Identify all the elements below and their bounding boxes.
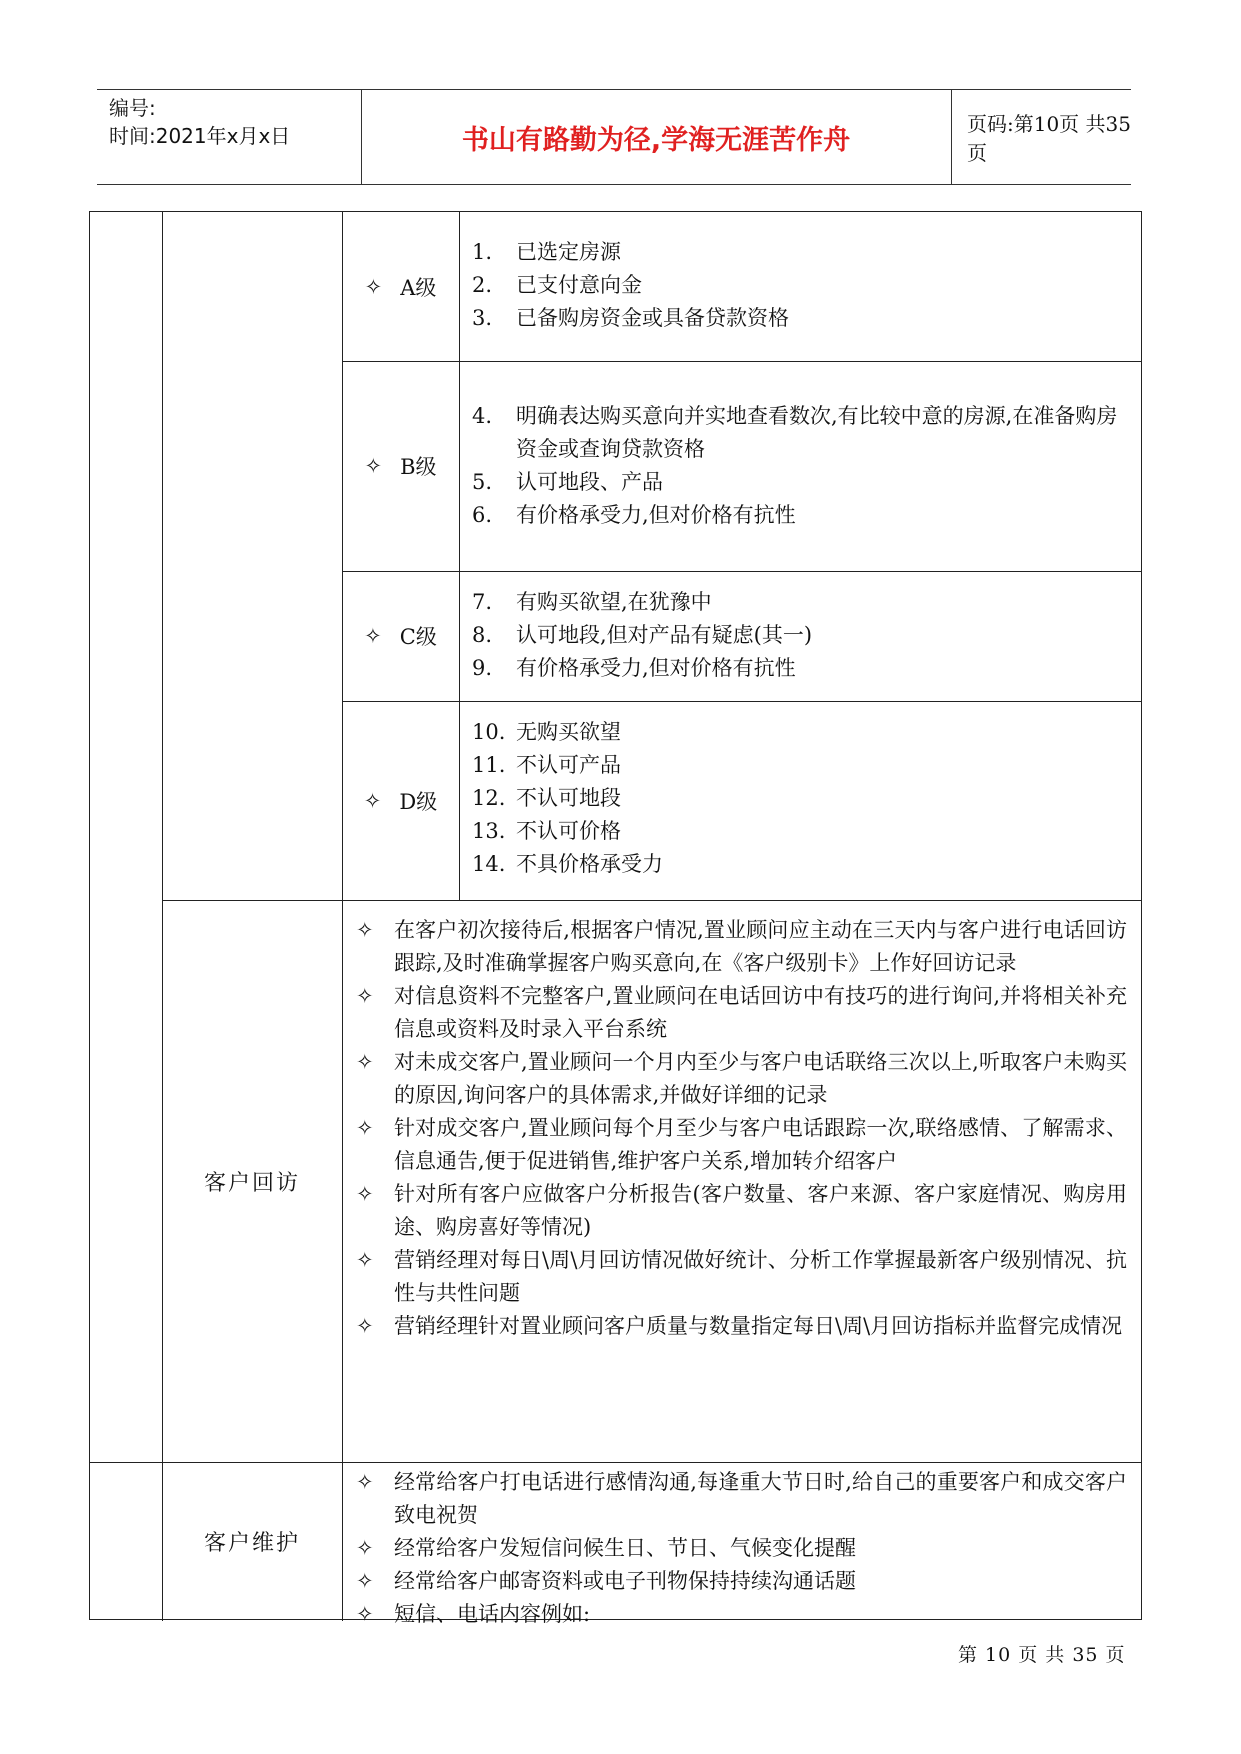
grade-d-label: [342, 701, 459, 900]
list-item: ✧ 经常给客户邮寄资料或电子刊物保持持续沟通话题: [352, 1565, 1127, 1598]
maintenance-label: 客户维护: [203, 1531, 300, 1556]
grade-b-label: [342, 361, 459, 571]
diamond-icon: ✧: [356, 1182, 374, 1206]
page-header: [97, 89, 1131, 185]
list-item: 6. 有价格承受力,但对价格有抗性: [472, 503, 796, 527]
list-item: 14. 不具价格承受力: [472, 852, 663, 876]
list-item: ✧ 经常给客户打电话进行感情沟通,每逢重大节日时,给自己的重要客户和成交客户致电祝贺: [352, 1466, 1127, 1532]
grade-a-criteria: [472, 236, 1127, 335]
list-item: 11. 不认可产品: [472, 753, 621, 777]
diamond-icon: ✧: [364, 454, 383, 478]
list-item: ✧ 短信、电话内容例如:: [352, 1598, 1127, 1631]
grade-c-label: [342, 571, 459, 701]
doc-time-label: 时间:2021年x月x日: [109, 124, 291, 148]
row-divider: [342, 571, 1142, 572]
diamond-icon: ✧: [356, 1569, 374, 1593]
diamond-icon: ✧: [364, 624, 382, 648]
grade-name: C级: [399, 625, 437, 649]
page-footer: 第 10 页 共 35 页: [958, 1644, 1126, 1666]
grade-d-criteria: [472, 716, 1127, 881]
list-item: ✧ 对未成交客户,置业顾问一个月内至少与客户电话联络三次以上,听取客户未购买的原因,询问客户的具体需求,并做好详细的记录: [352, 1046, 1127, 1112]
list-item: 1. 已选定房源: [472, 240, 621, 264]
list-item: 5. 认可地段、产品: [472, 470, 663, 494]
grade-c-criteria: [472, 586, 1127, 685]
list-item: 3. 已备购房资金或具备贷款资格: [472, 306, 789, 330]
col-divider: [459, 212, 460, 900]
diamond-icon: ✧: [356, 1116, 374, 1140]
list-item: ✧ 对信息资料不完整客户,置业顾问在电话回访中有技巧的进行询问,并将相关补充信息或资料及时录入平台系统: [352, 980, 1127, 1046]
doc-number-label: 编号:: [109, 96, 156, 120]
list-item: ✧ 营销经理对每日\周\月回访情况做好统计、分析工作掌握最新客户级别情况、抗性与共性问题: [352, 1244, 1127, 1310]
list-item: 10. 无购买欲望: [472, 720, 621, 744]
grade-a-label: [342, 212, 459, 361]
grade-b-criteria: [472, 400, 1130, 532]
diamond-icon: ✧: [356, 918, 374, 942]
diamond-icon: ✧: [356, 1248, 374, 1272]
diamond-icon: ✧: [356, 1470, 374, 1494]
followup-label: 客户回访: [203, 1170, 300, 1196]
row-divider: [342, 701, 1142, 702]
list-item: 2. 已支付意向金: [472, 273, 642, 297]
header-divider: [951, 90, 952, 184]
list-item: 8. 认可地段,但对产品有疑虑(其一): [472, 623, 813, 647]
list-item: 7. 有购买欲望,在犹豫中: [472, 590, 712, 614]
maintenance-content: [352, 1466, 1127, 1631]
diamond-icon: ✧: [356, 1050, 374, 1074]
header-motto: 书山有路勤为径,学海无涯苦作舟: [461, 124, 851, 156]
list-item: ✧ 针对成交客户,置业顾问每个月至少与客户电话跟踪一次,联络感情、了解需求、信息通告,便于促进销售,维护客户关系,增加转介绍客户: [352, 1112, 1127, 1178]
list-item: 9. 有价格承受力,但对价格有抗性: [472, 656, 796, 680]
header-page-code: 页码:第10页 共35页: [967, 112, 1131, 165]
list-item: ✧ 在客户初次接待后,根据客户情况,置业顾问应主动在三天内与客户进行电话回访跟踪,及时准确掌握客户购买意向,在《客户级别卡》上作好回访记录: [352, 914, 1127, 980]
diamond-icon: ✧: [364, 274, 383, 299]
grade-name: D级: [399, 789, 438, 814]
followup-content: [352, 914, 1127, 1343]
grade-name: B级: [400, 455, 437, 479]
diamond-icon: ✧: [356, 1314, 374, 1338]
list-item: ✧ 营销经理针对置业顾问客户质量与数量指定每日\周\月回访指标并监督完成情况: [352, 1310, 1127, 1343]
grade-name: A级: [400, 275, 437, 300]
diamond-icon: ✧: [356, 1536, 374, 1560]
diamond-icon: ✧: [356, 1602, 374, 1626]
list-item: ✧ 经常给客户发短信问候生日、节日、气候变化提醒: [352, 1532, 1127, 1565]
list-item: ✧ 针对所有客户应做客户分析报告(客户数量、客户来源、客户家庭情况、购房用途、购房喜好等情况): [352, 1178, 1127, 1244]
list-item: 13. 不认可价格: [472, 819, 621, 843]
customer-table: [89, 211, 1142, 1626]
row-divider: [342, 361, 1142, 362]
list-item: 4. 明确表达购买意向并实地查看数次,有比较中意的房源,在准备购房资金或查询贷款资格: [472, 404, 1118, 461]
diamond-icon: ✧: [363, 788, 382, 813]
diamond-icon: ✧: [356, 984, 374, 1008]
list-item: 12. 不认可地段: [472, 786, 621, 810]
